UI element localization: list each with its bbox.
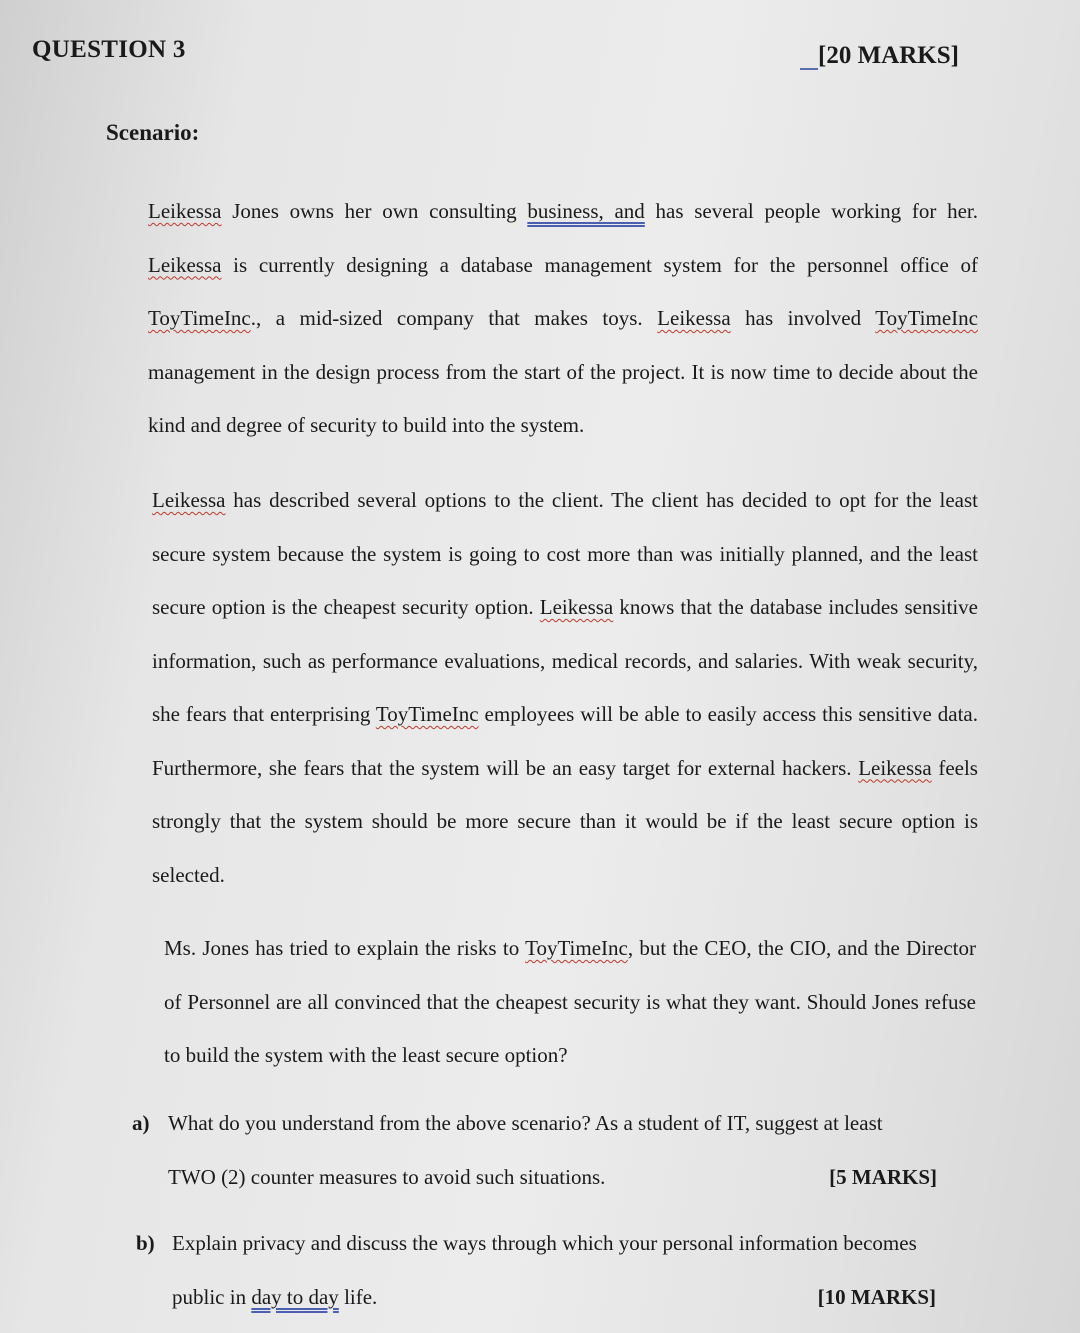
question-a-text: What do you understand from the above scenario? As a student of IT, suggest at least (168, 1111, 883, 1135)
question-a-line-1 (132, 1096, 977, 1150)
question-b-text-continued (172, 1270, 377, 1324)
question-b-letter: b) (136, 1231, 155, 1255)
paragraph-text: has described several options to the client. The client has decided to opt for the least secure system because the system is going to cost more than was initially planned, and the least secure option is the cheapest security option. (152, 488, 978, 619)
scenario-paragraph-3 (164, 922, 976, 1083)
question-a-line-2 (132, 1150, 977, 1204)
paragraph-text: management in the design process from the start of the project. It is now time to decide about the kind and degree of security to build into the system. (148, 359, 978, 437)
grammar-flagged-text: day to day (251, 1285, 339, 1309)
paragraph-text: Ms. Jones has tried to explain the risks to (164, 936, 526, 960)
paragraph-text: Jones owns her own consulting (221, 199, 528, 223)
paragraph-text: feels strongly that the system should be more secure than it would be if the least secure option is selected. (152, 755, 978, 887)
question-title: QUESTION 3 (32, 36, 186, 63)
misspelled-word: ToyTimeInc (375, 702, 479, 726)
question-b-text: Explain privacy and discuss the ways through which your personal information becomes (172, 1231, 917, 1255)
question-a (132, 1096, 977, 1204)
paragraph-text: ., a mid-sized company that makes toys. (250, 306, 658, 330)
total-marks-text: [20 MARKS] (818, 42, 959, 69)
misspelled-word: ToyTimeInc (148, 306, 251, 330)
question-b-line-2 (136, 1270, 976, 1324)
paragraph-text: is currently designing a database management system for the personnel office of (221, 252, 978, 277)
misspelled-word: ToyTimeInc (525, 936, 628, 960)
misspelled-word: Leikessa (152, 488, 226, 512)
paragraph-text: employees will be able to easily access this sensitive data. Furthermore, she fears that the system will be an easy target for external hackers. (152, 702, 978, 780)
total-marks (800, 42, 959, 70)
marks-underline-mark (800, 68, 818, 70)
paragraph-text: has several people working for her. (644, 199, 978, 223)
question-b-marks: [10 MARKS] (817, 1285, 936, 1309)
question-b-text-pre: public in (172, 1285, 252, 1309)
question-b (136, 1216, 976, 1324)
scenario-heading: Scenario: (106, 120, 200, 145)
misspelled-word: Leikessa (539, 595, 614, 619)
question-b-text-post: life. (338, 1285, 378, 1309)
question-a-text-continued: TWO (2) counter measures to avoid such situations. (168, 1165, 606, 1189)
misspelled-word: Leikessa (657, 306, 731, 330)
grammar-flagged-text: business, and (527, 199, 645, 223)
misspelled-word: ToyTimeInc (875, 306, 978, 330)
misspelled-word: Leikessa (148, 252, 222, 277)
misspelled-word: Leikessa (858, 755, 932, 780)
question-a-marks: [5 MARKS] (829, 1165, 937, 1189)
paragraph-text: , but the CEO, the CIO, and the Director of Personnel are all convinced that the cheapest security is what they want. Should Jones refuse to build the system with the least secure option? (164, 936, 977, 1067)
paragraph-text: knows that the database includes sensitive information, such as performance evaluations, medical records, and salaries. With weak security, she fears that enterprising (152, 595, 978, 726)
paragraph-text: has involved (730, 306, 876, 330)
question-b-line-1 (136, 1216, 976, 1270)
question-a-letter: a) (132, 1111, 150, 1135)
scenario-paragraph-1 (148, 185, 978, 453)
scenario-paragraph-2 (152, 474, 978, 902)
misspelled-word: Leikessa (148, 199, 222, 223)
